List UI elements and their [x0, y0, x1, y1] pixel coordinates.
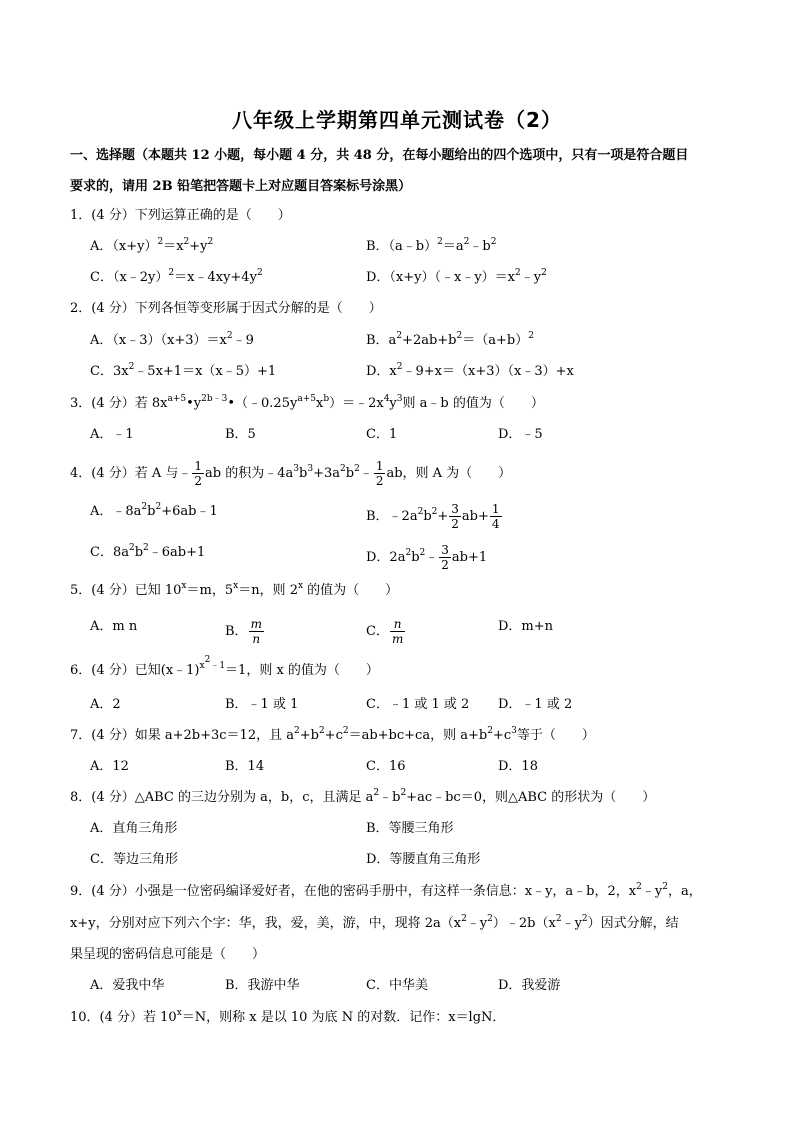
- question-1-option-b: B．$(a﹣b)^2=a^2﹣b^2$: [366, 237, 497, 254]
- question-9-stem-line3: 果呈现的密码信息可能是（ ）: [70, 947, 266, 962]
- question-1-option-d: D．$(x+y)(﹣x﹣y)=x^2﹣y^2$: [366, 268, 547, 285]
- question-4-stem: 4．(4 分）若 A 与﹣ $\frac{1}{2}$ ab 的积为$﹣4a^3b^3+3a^2b^2﹣$ $\frac{1}{2}$ ab，则 A 为（ ）: [70, 459, 512, 488]
- question-2-option-b: B．$a^2+2ab+b^2=(a+b)^2$: [366, 331, 534, 348]
- question-4-option-a: A．$﹣8a^2b^2+6ab﹣1$: [90, 502, 218, 519]
- question-2-option-d: D．$x^2﹣9+x=(x+3)(x﹣3)+x$: [366, 362, 574, 379]
- question-5-option-d: D．m+n: [498, 619, 554, 634]
- question-4-option-b: B．$﹣2a^2b^2+$ $\frac{3}{2}$ ab+ $\frac{1}{4}$: [366, 502, 500, 531]
- fraction: $\frac{1}{4}$: [491, 502, 500, 531]
- question-8-stem: 8．(4 分）△ABC 的三边分别为 a，b，c，且满足 $a^2﹣b^2+ac﹣bc=0$，则△ABC 的形状为（ ）: [70, 788, 656, 805]
- question-5-option-a: A．m n: [90, 619, 138, 634]
- question-3-option-a: A．﹣1: [90, 427, 134, 442]
- question-6-option-a: A．2: [90, 697, 121, 712]
- question-6-option-c: C．﹣1 或 1 或 2: [366, 697, 470, 712]
- question-2-option-a: A．$(x﹣3)(x+3)=x^2﹣9$: [90, 331, 254, 348]
- question-5-stem: 5．(4 分）已知 $10^x=m$，$5^x=n$，则 2$^x$ 的值为（ ）: [70, 581, 399, 598]
- question-6-stem: 6．(4 分）已知(x﹣1)$^{x^2﹣1}$＝1，则 x 的值为（ ）: [70, 655, 379, 678]
- question-1-option-a: A．$(x+y)^2=x^2+y^2$: [90, 237, 214, 254]
- question-2-stem: 2．(4 分）下列各恒等变形属于因式分解的是（ ）: [70, 301, 382, 316]
- fraction: $\frac{3}{2}$: [441, 543, 449, 572]
- question-9-stem-line2: x+y，分别对应下列六个字：华，我，爱，美，游，中，现将 $2a(x^2﹣y^2)﹣2b(x^2﹣y^2)$因式分解，结: [70, 914, 679, 931]
- question-1-option-c: C．$(x﹣2y)^2=x﹣4xy+4y^2$: [90, 268, 263, 285]
- fraction: $\frac{m}{n}$: [250, 617, 262, 646]
- question-9-option-b: B．我游中华: [225, 978, 300, 993]
- question-4-option-d: D．$2a^2b^2﹣$ $\frac{3}{2}$ ab+1: [366, 543, 488, 572]
- question-7-option-d: D．18: [498, 759, 538, 774]
- section-heading-line1: 一、选择题（本题共 12 小题，每小题 4 分，共 48 分，在每小题给出的四个选项中，只有一项是符合题目: [70, 148, 689, 163]
- fraction: $\frac{1}{2}$: [375, 459, 384, 488]
- question-9-option-a: A．爱我中华: [90, 978, 165, 993]
- question-4-option-c: C．$8a^2b^2﹣6ab+1$: [90, 543, 206, 560]
- question-9-option-c: C．中华美: [366, 978, 428, 993]
- question-8-option-a: A．直角三角形: [90, 821, 178, 836]
- question-9-option-d: D．我爱游: [498, 978, 561, 993]
- question-8-option-c: C．等边三角形: [90, 852, 178, 867]
- question-3-option-c: C．1: [366, 427, 398, 442]
- fraction: $\frac{3}{2}$: [451, 502, 459, 531]
- question-5-option-c: C． $\frac{n}{m}$: [366, 617, 404, 646]
- question-6-option-d: D．﹣1 或 2: [498, 697, 573, 712]
- fraction: $\frac{n}{m}$: [391, 617, 404, 646]
- question-6-option-b: B．﹣1 或 1: [225, 697, 299, 712]
- question-7-stem: 7．(4 分）如果 a+2b+3c＝12，且 $a^2+b^2+c^2=ab+bc+ca$，则 $a+b^2+c^3$等于（ ）: [70, 726, 595, 743]
- fraction: $\frac{1}{2}$: [194, 459, 203, 488]
- page-title: 八年级上学期第四单元测试卷（2）: [232, 108, 562, 132]
- question-10-stem: 10．(4 分）若 $10^x=N$，则称 x 是以 10 为底 N 的对数．记作：x＝lgN．: [70, 1008, 506, 1025]
- question-2-option-c: C．$3x^2﹣5x+1=x(x﹣5)+1$: [90, 362, 277, 379]
- section-heading-line2: 要求的，请用 2B 铅笔把答题卡上对应题目答案标号涂黑）: [70, 179, 412, 194]
- question-7-option-b: B．14: [225, 759, 265, 774]
- question-7-option-a: A．12: [90, 759, 129, 774]
- question-5-option-b: B． $\frac{m}{n}$: [225, 617, 262, 646]
- question-7-option-c: C．16: [366, 759, 406, 774]
- question-1-stem: 1．(4 分）下列运算正确的是（ ）: [70, 208, 291, 223]
- question-8-option-b: B．等腰三角形: [366, 821, 454, 836]
- question-8-option-d: D．等腰直角三角形: [366, 852, 481, 867]
- question-3-option-d: D．﹣5: [498, 427, 543, 442]
- question-9-stem-line1: 9．(4 分）小强是一位密码编译爱好者，在他的密码手册中，有这样一条信息：x﹣y，a﹣b，2，$x^2﹣y^2$，a，: [70, 882, 702, 899]
- question-3-option-b: B．5: [225, 427, 256, 442]
- question-3-stem: 3．(4 分）若 $8x^{a+5}•y^{2b﹣3}•(﹣0.25y^{a+5}x^b)=﹣2x^4y^3$则 a﹣b 的值为（ ）: [70, 394, 544, 411]
